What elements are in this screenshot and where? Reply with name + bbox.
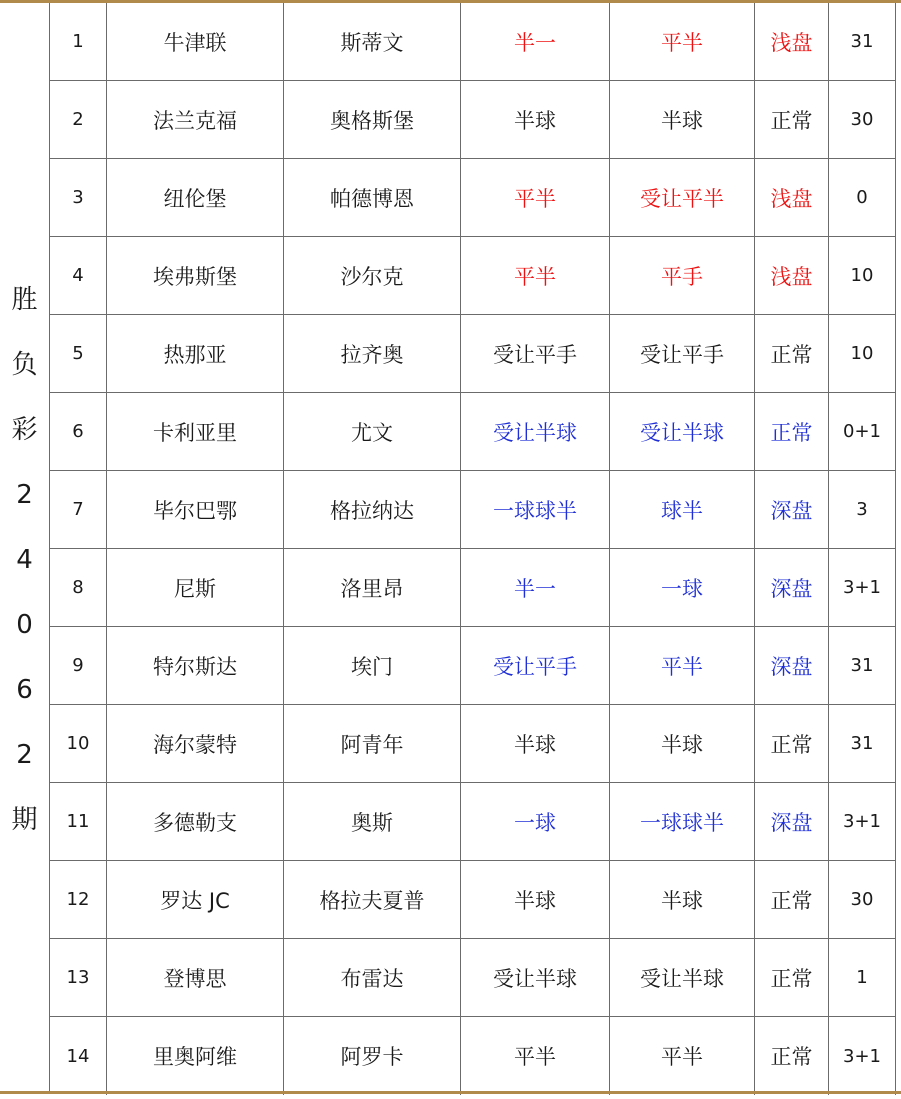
home-team: 里奥阿维 — [107, 1017, 284, 1095]
initial-handicap: 半球 — [461, 81, 610, 158]
initial-handicap: 受让平手 — [461, 315, 610, 392]
initial-handicap: 受让平手 — [461, 627, 610, 704]
issue-title-char: 4 — [16, 545, 33, 575]
home-team: 牛津联 — [107, 3, 284, 80]
match-number: 9 — [50, 627, 107, 704]
match-number: 6 — [50, 393, 107, 470]
away-team: 奥斯 — [284, 783, 461, 860]
away-team: 阿罗卡 — [284, 1017, 461, 1095]
initial-handicap: 受让半球 — [461, 939, 610, 1016]
result-pick: 3+1 — [829, 549, 896, 626]
result-pick: 0 — [829, 159, 896, 236]
match-number: 13 — [50, 939, 107, 1016]
result-pick: 30 — [829, 861, 896, 938]
current-handicap: 受让平手 — [610, 315, 755, 392]
line-type: 深盘 — [755, 783, 829, 860]
issue-title-char: 彩 — [11, 415, 38, 445]
home-team: 毕尔巴鄂 — [107, 471, 284, 548]
current-handicap: 半球 — [610, 81, 755, 158]
line-type: 正常 — [755, 393, 829, 470]
initial-handicap: 半球 — [461, 861, 610, 938]
match-table — [50, 3, 896, 1091]
line-type: 深盘 — [755, 471, 829, 548]
result-pick: 1 — [829, 939, 896, 1016]
table-row — [50, 237, 896, 315]
match-number: 12 — [50, 861, 107, 938]
issue-label-column — [0, 3, 50, 1091]
table-row — [50, 1017, 896, 1095]
current-handicap: 半球 — [610, 705, 755, 782]
current-handicap: 平手 — [610, 237, 755, 314]
home-team: 纽伦堡 — [107, 159, 284, 236]
initial-handicap: 半一 — [461, 549, 610, 626]
home-team: 特尔斯达 — [107, 627, 284, 704]
issue-title-char: 6 — [16, 675, 33, 705]
match-number: 8 — [50, 549, 107, 626]
result-pick: 31 — [829, 3, 896, 80]
table-row — [50, 159, 896, 237]
table-row — [50, 3, 896, 81]
initial-handicap: 半一 — [461, 3, 610, 80]
match-number: 3 — [50, 159, 107, 236]
match-number: 1 — [50, 3, 107, 80]
table-row — [50, 861, 896, 939]
home-team: 罗达 JC — [107, 861, 284, 938]
home-team: 尼斯 — [107, 549, 284, 626]
match-number: 14 — [50, 1017, 107, 1095]
line-type: 深盘 — [755, 549, 829, 626]
home-team: 法兰克福 — [107, 81, 284, 158]
home-team: 埃弗斯堡 — [107, 237, 284, 314]
match-number: 11 — [50, 783, 107, 860]
initial-handicap: 平半 — [461, 1017, 610, 1095]
current-handicap: 一球 — [610, 549, 755, 626]
current-handicap: 平半 — [610, 3, 755, 80]
line-type: 浅盘 — [755, 3, 829, 80]
issue-title-char: 2 — [16, 480, 33, 510]
result-pick: 0+1 — [829, 393, 896, 470]
line-type: 正常 — [755, 81, 829, 158]
away-team: 奥格斯堡 — [284, 81, 461, 158]
current-handicap: 半球 — [610, 861, 755, 938]
initial-handicap: 受让半球 — [461, 393, 610, 470]
line-type: 浅盘 — [755, 159, 829, 236]
current-handicap: 一球球半 — [610, 783, 755, 860]
result-pick: 31 — [829, 627, 896, 704]
table-row — [50, 315, 896, 393]
result-pick: 3+1 — [829, 1017, 896, 1095]
away-team: 帕德博恩 — [284, 159, 461, 236]
issue-title-char: 胜 — [11, 285, 38, 315]
table-row — [50, 627, 896, 705]
away-team: 尤文 — [284, 393, 461, 470]
match-number: 4 — [50, 237, 107, 314]
away-team: 洛里昂 — [284, 549, 461, 626]
away-team: 阿青年 — [284, 705, 461, 782]
table-row — [50, 81, 896, 159]
result-pick: 30 — [829, 81, 896, 158]
issue-title — [0, 268, 49, 853]
away-team: 拉齐奥 — [284, 315, 461, 392]
initial-handicap: 平半 — [461, 237, 610, 314]
home-team: 登博思 — [107, 939, 284, 1016]
result-pick: 31 — [829, 705, 896, 782]
issue-title-char: 期 — [11, 805, 38, 835]
result-pick: 10 — [829, 315, 896, 392]
initial-handicap: 半球 — [461, 705, 610, 782]
initial-handicap: 一球球半 — [461, 471, 610, 548]
issue-title-char: 负 — [11, 350, 38, 380]
current-handicap: 平半 — [610, 627, 755, 704]
match-number: 5 — [50, 315, 107, 392]
current-handicap: 受让半球 — [610, 393, 755, 470]
result-pick: 3+1 — [829, 783, 896, 860]
line-type: 正常 — [755, 705, 829, 782]
away-team: 布雷达 — [284, 939, 461, 1016]
initial-handicap: 一球 — [461, 783, 610, 860]
current-handicap: 受让平半 — [610, 159, 755, 236]
line-type: 正常 — [755, 315, 829, 392]
table-row — [50, 939, 896, 1017]
line-type: 浅盘 — [755, 237, 829, 314]
line-type: 正常 — [755, 939, 829, 1016]
line-type: 正常 — [755, 861, 829, 938]
current-handicap: 球半 — [610, 471, 755, 548]
line-type: 深盘 — [755, 627, 829, 704]
table-row — [50, 783, 896, 861]
table-row — [50, 549, 896, 627]
table-row — [50, 471, 896, 549]
current-handicap: 平半 — [610, 1017, 755, 1095]
bottom-border — [0, 1091, 901, 1094]
home-team: 卡利亚里 — [107, 393, 284, 470]
table-row — [50, 393, 896, 471]
match-number: 10 — [50, 705, 107, 782]
issue-title-char: 2 — [16, 740, 33, 770]
home-team: 多德勒支 — [107, 783, 284, 860]
current-handicap: 受让半球 — [610, 939, 755, 1016]
match-number: 7 — [50, 471, 107, 548]
away-team: 沙尔克 — [284, 237, 461, 314]
away-team: 格拉纳达 — [284, 471, 461, 548]
initial-handicap: 平半 — [461, 159, 610, 236]
table-row — [50, 705, 896, 783]
result-pick: 10 — [829, 237, 896, 314]
home-team: 海尔蒙特 — [107, 705, 284, 782]
result-pick: 3 — [829, 471, 896, 548]
home-team: 热那亚 — [107, 315, 284, 392]
issue-title-char: 0 — [16, 610, 33, 640]
line-type: 正常 — [755, 1017, 829, 1095]
away-team: 斯蒂文 — [284, 3, 461, 80]
away-team: 埃门 — [284, 627, 461, 704]
match-number: 2 — [50, 81, 107, 158]
away-team: 格拉夫夏普 — [284, 861, 461, 938]
